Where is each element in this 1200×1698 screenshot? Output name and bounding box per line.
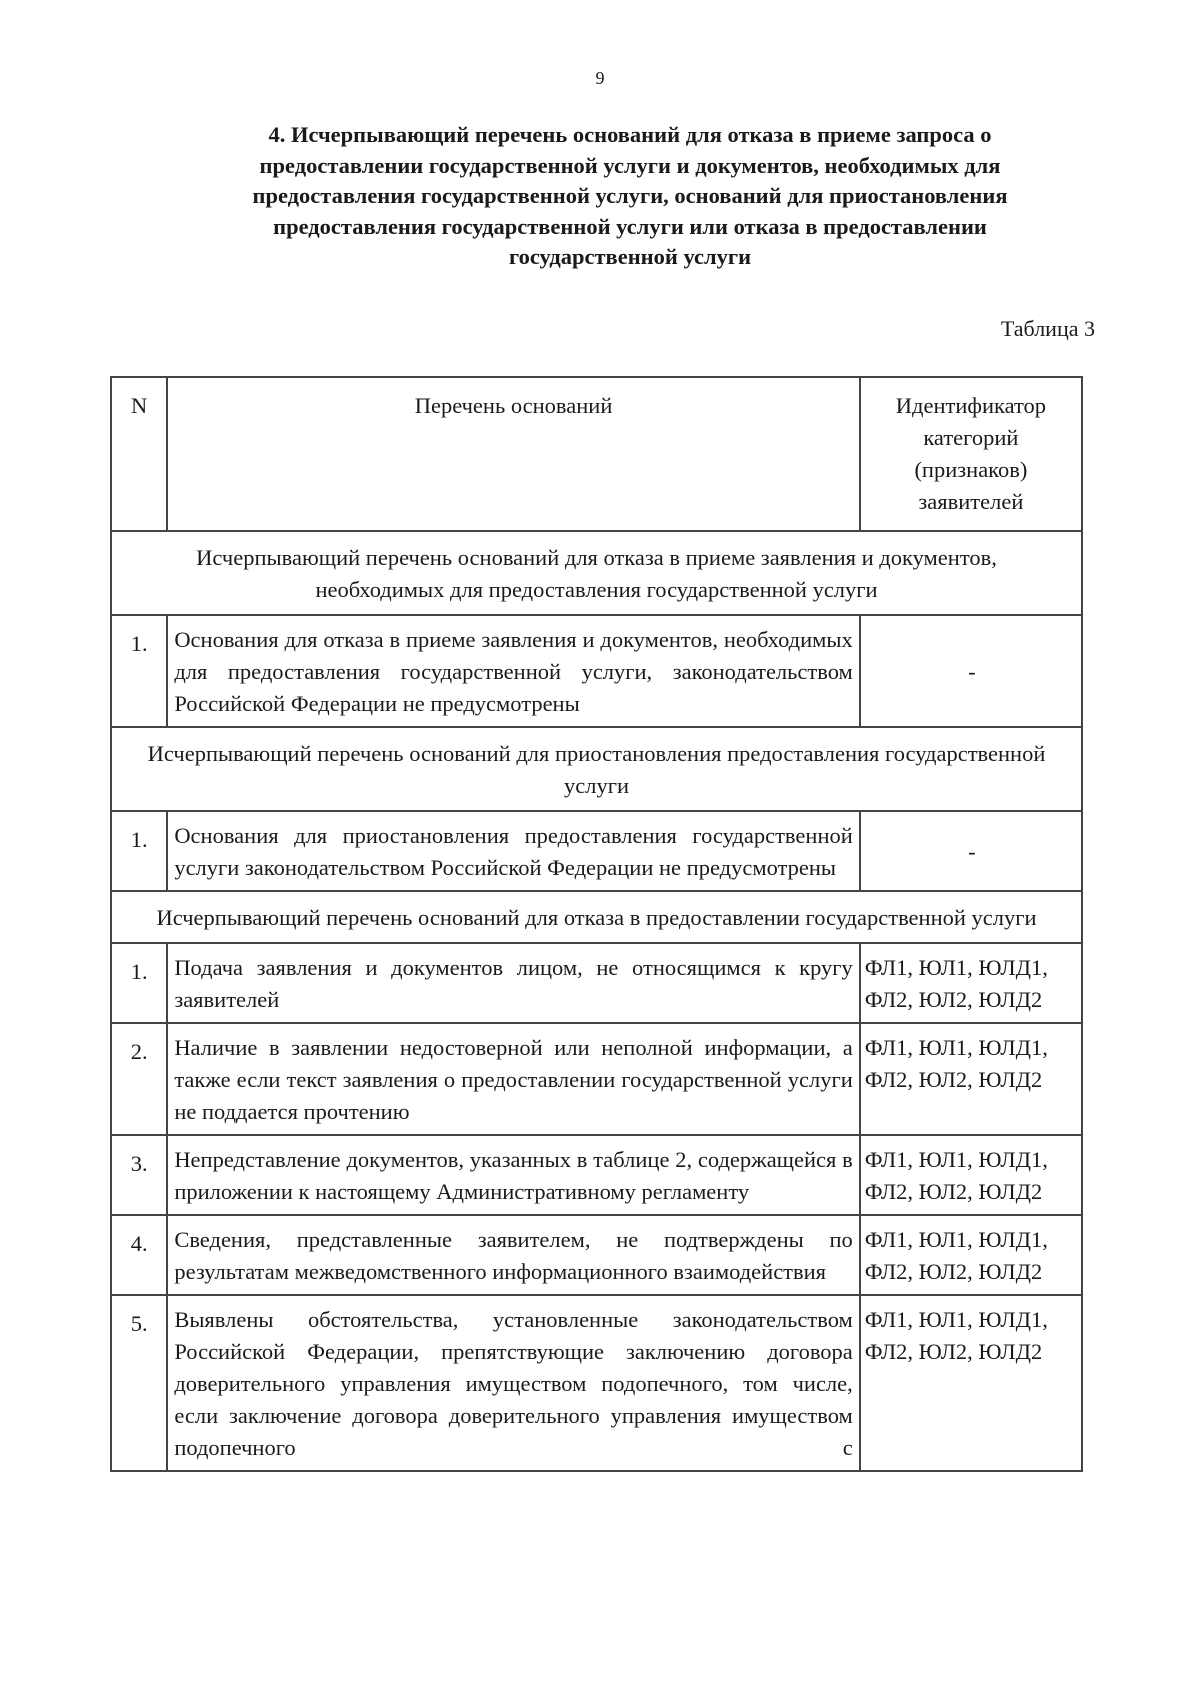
row-identifier: ФЛ1, ЮЛ1, ЮЛД1, ФЛ2, ЮЛ2, ЮЛД2 bbox=[860, 943, 1082, 1023]
row-identifier: - bbox=[860, 615, 1082, 727]
row-num: 2. bbox=[111, 1023, 167, 1135]
row-num: 5. bbox=[111, 1295, 167, 1471]
row-identifier: - bbox=[860, 811, 1082, 891]
table-row bbox=[111, 1215, 1082, 1295]
header-identifier: Идентификатор категорий (признаков) заявителей bbox=[860, 377, 1082, 531]
header-num: N bbox=[111, 377, 167, 531]
row-text: Основания для отказа в приеме заявления и документов, необходимых для предоставления государственной услуги, законодательством Российской Федерации не предусмотрены bbox=[167, 615, 859, 727]
section-title: Исчерпывающий перечень оснований для отказа в предоставлении государственной услуги bbox=[111, 891, 1082, 943]
table-row bbox=[111, 1135, 1082, 1215]
row-text: Основания для приостановления предоставления государственной услуги законодательством Российской Федерации не предусмотрены bbox=[167, 811, 859, 891]
row-num: 1. bbox=[111, 615, 167, 727]
grounds-table bbox=[110, 376, 1083, 1472]
row-text: Непредставление документов, указанных в таблице 2, содержащейся в приложении к настоящему Административному регламенту bbox=[167, 1135, 859, 1215]
row-text: Подача заявления и документов лицом, не относящимся к кругу заявителей bbox=[167, 943, 859, 1023]
table-header-row bbox=[111, 377, 1082, 531]
table-row bbox=[111, 811, 1082, 891]
table-row bbox=[111, 1023, 1082, 1135]
table-row bbox=[111, 943, 1082, 1023]
row-text: Выявлены обстоятельства, установленные законодательством Российской Федерации, препятствующие заключению договора доверительного управления имуществом подопечного, том числе, если заключение договора доверительного управления имуществом подопечного с bbox=[167, 1295, 859, 1471]
table-row bbox=[111, 615, 1082, 727]
section-heading: 4. Исчерпывающий перечень оснований для отказа в приеме запроса о предоставлении государственной услуги и документов, необходимых для предоставления государственной услуги, оснований для приостановления предоставления государственной услуги или отказа в предоставлении государственной услуги bbox=[252, 122, 1008, 269]
row-text: Сведения, представленные заявителем, не подтверждены по результатам межведомственного информационного взаимодействия bbox=[167, 1215, 859, 1295]
header-grounds: Перечень оснований bbox=[167, 377, 859, 531]
row-identifier: ФЛ1, ЮЛ1, ЮЛД1, ФЛ2, ЮЛ2, ЮЛД2 bbox=[860, 1295, 1082, 1471]
section-row bbox=[111, 531, 1082, 615]
row-num: 3. bbox=[111, 1135, 167, 1215]
section-row bbox=[111, 727, 1082, 811]
row-num: 1. bbox=[111, 943, 167, 1023]
row-num: 1. bbox=[111, 811, 167, 891]
page-number: 9 bbox=[595, 68, 605, 88]
row-identifier: ФЛ1, ЮЛ1, ЮЛД1, ФЛ2, ЮЛ2, ЮЛД2 bbox=[860, 1215, 1082, 1295]
table-row bbox=[111, 1295, 1082, 1471]
row-num: 4. bbox=[111, 1215, 167, 1295]
row-identifier: ФЛ1, ЮЛ1, ЮЛД1, ФЛ2, ЮЛ2, ЮЛД2 bbox=[860, 1135, 1082, 1215]
section-title: Исчерпывающий перечень оснований для отказа в приеме заявления и документов, необходимых для предоставления государственной услуги bbox=[111, 531, 1082, 615]
row-text: Наличие в заявлении недостоверной или неполной информации, а также если текст заявления о предоставлении государственной услуги не поддается прочтению bbox=[167, 1023, 859, 1135]
section-title: Исчерпывающий перечень оснований для приостановления предоставления государственной услуги bbox=[111, 727, 1082, 811]
table-caption: Таблица 3 bbox=[1000, 316, 1095, 341]
row-identifier: ФЛ1, ЮЛ1, ЮЛД1, ФЛ2, ЮЛ2, ЮЛД2 bbox=[860, 1023, 1082, 1135]
section-row bbox=[111, 891, 1082, 943]
